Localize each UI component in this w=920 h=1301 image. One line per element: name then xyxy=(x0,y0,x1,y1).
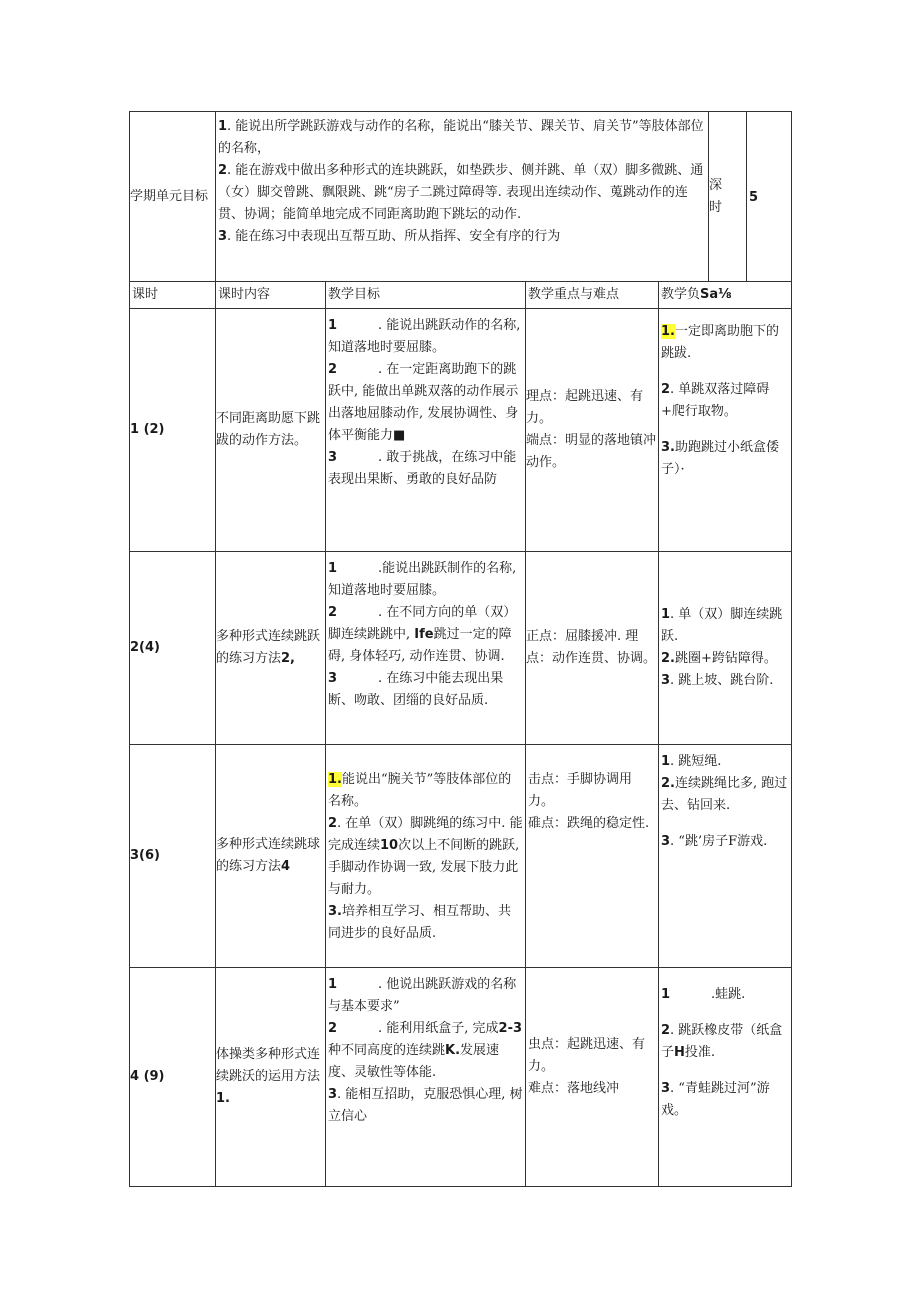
header-teaching: 教学负Sa⅛ xyxy=(659,282,792,309)
lesson-objectives: 1 . 能说出跳跃动作的名称, 知道落地时要屈膝。 2 . 在一定距离助跑下的跳跃中, 能做出单跳双落的动作展示出落地屈膝动作, 发展协调性、身体平衡能力■ 3 . 敢于挑战，在练习中能表现出果断、勇敢的良好品防 xyxy=(326,309,526,552)
unit-goal-2: 2. 能在游戏中做出多种形式的连块跳跃，如垫跌步、侧并跳、单（双）脚多微跳、通（女）脚交曾跳、飘限跳、跳“房子二跳过障碍等. 表现出连续动作、蒐跳动作的连贯、协调；能简单地完成不同距离助跑下跳坛的动作. xyxy=(218,163,704,222)
lesson-key-points: 击点：手脚协调用力。 碓点：跌绳的稳定性. xyxy=(526,745,659,968)
lesson-row-3 xyxy=(130,745,792,968)
header-lesson: 课时 xyxy=(130,282,216,309)
lesson-number: 4 (9) xyxy=(130,968,216,1187)
lesson-activities: 1. 跳短绳. 2.连续跳绳比多, 跑过去、钻回来. 3. “跳’房子F游戏. xyxy=(659,745,792,968)
lesson-key-points: 正点：屈膝援冲. 理点：动作连贯、协调。 xyxy=(526,552,659,745)
lesson-activities: 1.一定即离助胞下的跳跋. 2. 单跳双落过障碍+爬行取物。 3.助跑跳过小纸盒倭子）· xyxy=(659,309,792,552)
unit-goals-label-cell xyxy=(130,112,216,282)
lesson-activities: 1 .蛙跳. 2. 跳跃橡皮带（纸盒子H投准. 3. “青蛙跳过河”游戏。 xyxy=(659,968,792,1187)
lesson-number: 2(4) xyxy=(130,552,216,745)
hours-label-cell xyxy=(709,112,747,282)
lesson-row-2 xyxy=(130,552,792,745)
lesson-content: 多种形式连续跳跃的练习方法2, xyxy=(216,552,326,745)
unit-goal-3: 3. 能在练习中表现出互帮互助、所从指挥、安全有序的行为 xyxy=(218,229,561,244)
lesson-objectives: 1 . 他说出跳跃游戏的名称与基本要求” 2 . 能利用纸盒子, 完成2-3种不同高度的连续跳K.发展速度、灵敏性等体能. 3. 能相互招助，克服恐惧心理, 树立信心 xyxy=(326,968,526,1187)
header-content: 课时内容 xyxy=(216,282,326,309)
unit-goal-1: 1. 能说出所学跳跃游戏与动作的名称，能说出“膝关节、踝关节、肩关节”等肢体部位的名称， xyxy=(218,119,704,156)
header-row xyxy=(130,282,792,309)
header-key: 教学重点与难点 xyxy=(526,282,659,309)
lesson-key-points: 虫点：起跳迅速、有力。 难点：落地线冲 xyxy=(526,968,659,1187)
header-objective: 教学目标 xyxy=(326,282,526,309)
lesson-objectives: 1.能说出“腕关节”等肢体部位的名称。 2. 在单（双）脚跳绳的练习中. 能完成连续10次以上不间断的跳跃, 手脚动作协调一致, 发展下肢力此与耐力。 3.培养相互学习、相互帮助、共同进步的良好品质. xyxy=(326,745,526,968)
lesson-objectives: 1 .能说出跳跃制作的名称, 知道落地时要屈膝。 2 . 在不同方向的单（双）脚连续跳跳中, Ife跳过一定的障碍, 身体轻巧, 动作连贯、协调. 3 . 在练习中能去现出果断、吻敢、团缁的良好品质. xyxy=(326,552,526,745)
hours-label: 深时 xyxy=(709,177,723,215)
hours-value: 5 xyxy=(749,190,759,205)
lesson-activities: 1. 单（双）脚连续跳跃. 2.跳圈+跨钻障得。 3. 跳上坡、跳台阶. xyxy=(659,552,792,745)
lesson-number: 3(6) xyxy=(130,745,216,968)
lesson-content: 体操类多种形式连续跳沃的运用方法1. xyxy=(216,968,326,1187)
unit-goals-row xyxy=(130,112,792,282)
lesson-plan-table xyxy=(129,111,792,1187)
hours-value-cell xyxy=(747,112,792,282)
lesson-key-points: 理点：起跳迅速、有力。 端点：明显的落地镇冲动作。 xyxy=(526,309,659,552)
lesson-number: 1 (2) xyxy=(130,309,216,552)
unit-goals-label: 学期单元目标 xyxy=(130,188,209,204)
unit-goals-cell xyxy=(216,112,709,282)
lesson-row-1 xyxy=(130,309,792,552)
lesson-content: 多种形式连续跳球的练习方法4 xyxy=(216,745,326,968)
lesson-content: 不同距离助愿下跳跋的动作方法。 xyxy=(216,309,326,552)
lesson-row-4 xyxy=(130,968,792,1187)
